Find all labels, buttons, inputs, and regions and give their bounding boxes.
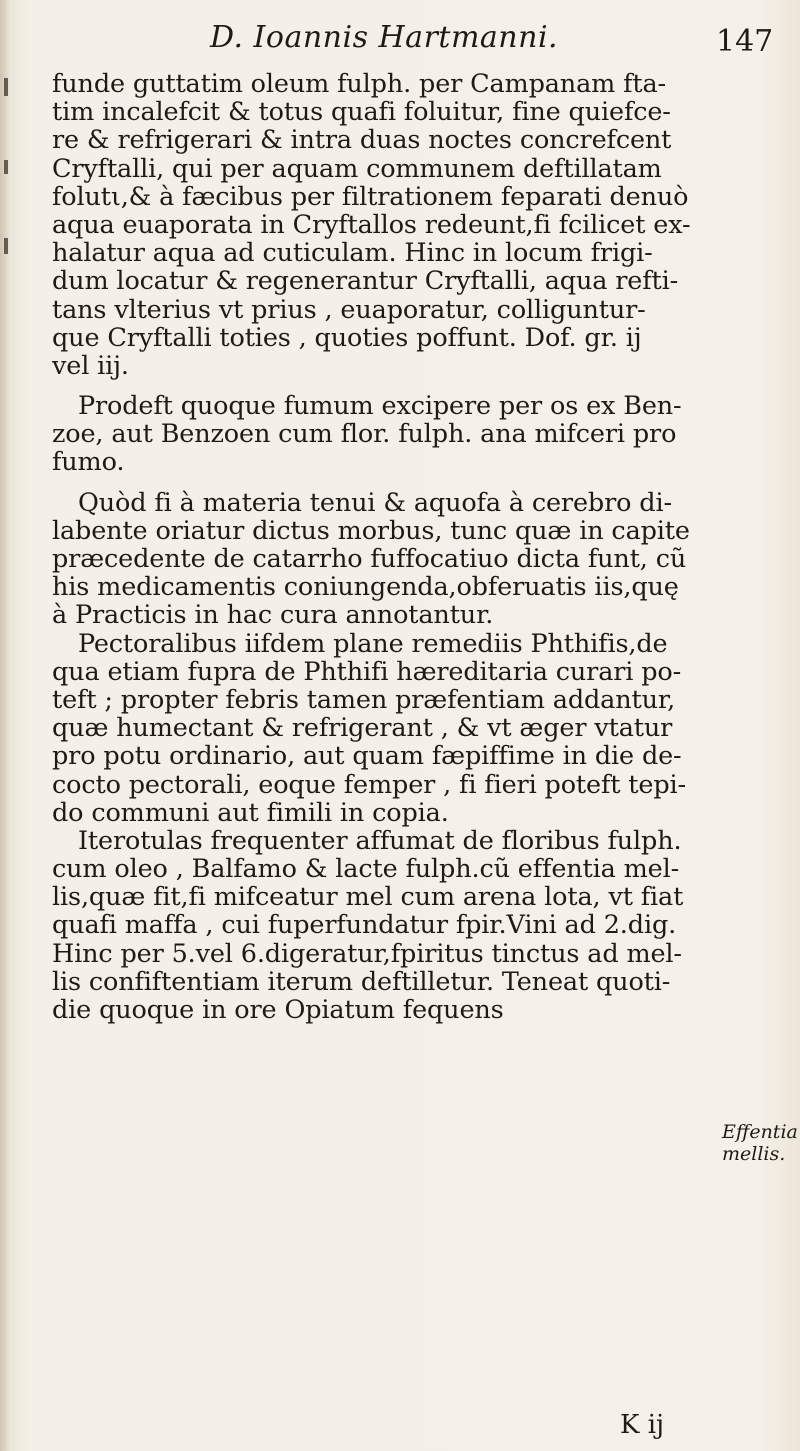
text-line: qua etiam fupra de Phthifi hæreditaria curari po- [52, 657, 682, 686]
text-line: zoe, aut Benzoen cum flor. fulph. ana mifceri pro [52, 420, 677, 449]
running-head [0, 12, 800, 58]
text-line: cocto pectorali, eoque femper , fi fieri poteft tepi- [52, 770, 686, 799]
text-line: Hinc per 5.vel 6.digeratur,fpiritus tinctus ad mel- [52, 939, 682, 968]
text-line: fumo. [52, 448, 125, 477]
text-line: folutι,& à fæcibus per filtrationem feparati denuò [52, 182, 689, 211]
bleed-mark [4, 160, 8, 174]
gutter-shadow [0, 0, 10, 1451]
margin-note [722, 1121, 798, 1165]
text-line: die quoque in ore Opiatum fequens [52, 996, 504, 1025]
text-line: cum oleo , Balfamo & lacte fulph.cũ effentia mel- [52, 855, 680, 884]
text-line: Iterotulas frequenter affumat de floribus fulph. [78, 826, 682, 856]
text-line: præcedente de catarrho fuffocatiuo dicta funt, cũ [52, 545, 687, 574]
text-line: que Cryftalli toties , quoties poffunt. Dof. gr. ij [52, 323, 642, 352]
text-line: Cryftalli, qui per aquam communem deftillatam [52, 154, 662, 183]
text-line: tim incalefcit & totus quafi foluitur, fine quiefce- [52, 98, 671, 127]
paragraph-gap [52, 477, 772, 489]
text-line: quæ humectant & refrigerant , & vt æger vtatur [52, 714, 673, 743]
running-title: D. Ioannis Hartmanni. [210, 20, 559, 55]
text-line: halatur aqua ad cuticulam. Hinc in locum frigi- [52, 239, 653, 268]
text-line: teft ; propter febris tamen præfentiam addantur, [52, 685, 676, 715]
paragraph-gap [52, 380, 772, 392]
text-line: Quòd fi à materia tenui & aquofa à cerebro di- [78, 488, 672, 517]
margin-note-line: mellis. [722, 1143, 786, 1165]
text-line: his medicamentis coniungenda,obferuatis iis,quę [52, 573, 679, 602]
text-line: tans vlterius vt prius , euaporatur, colliguntur- [52, 295, 646, 324]
text-line: pro potu ordinario, aut quam fæpiffime in die de- [52, 742, 682, 771]
page-number: 147 [716, 24, 774, 59]
text-line: vel iij. [52, 351, 129, 381]
margin-note-line: Effentia [722, 1121, 798, 1143]
text-line: funde guttatim oleum fulph. per Campanam fta- [52, 70, 667, 99]
signature-mark: K ij [620, 1410, 665, 1440]
text-line: re & refrigerari & intra duas noctes concrefcent [52, 126, 672, 155]
text-line: lis confiftentiam iterum deftilletur. Teneat quoti- [52, 967, 671, 996]
text-line: labente oriatur dictus morbus, tunc quæ in capite [52, 516, 690, 545]
text-line: Pectoralibus iifdem plane remediis Phthifis,de [78, 629, 668, 658]
text-line: aqua euaporata in Cryftallos redeunt,fi fcilicet ex- [52, 210, 691, 240]
bleed-mark [4, 78, 8, 96]
text-line: à Practicis in hac cura annotantur. [52, 601, 494, 630]
text-line: do communi aut fimili in copia. [52, 798, 449, 827]
body-text [52, 70, 772, 1024]
text-line: dum locatur & regenerantur Cryftalli, aqua refti- [52, 267, 679, 296]
bleed-mark [4, 238, 8, 254]
text-line: quafi maffa , cui fuperfundatur fpir.Vini ad 2.dig. [52, 911, 677, 940]
text-line: lis,quæ fit,fi mifceatur mel cum arena lota, vt fiat [52, 883, 684, 912]
text-line: Prodeft quoque fumum excipere per os ex Ben- [78, 392, 682, 421]
